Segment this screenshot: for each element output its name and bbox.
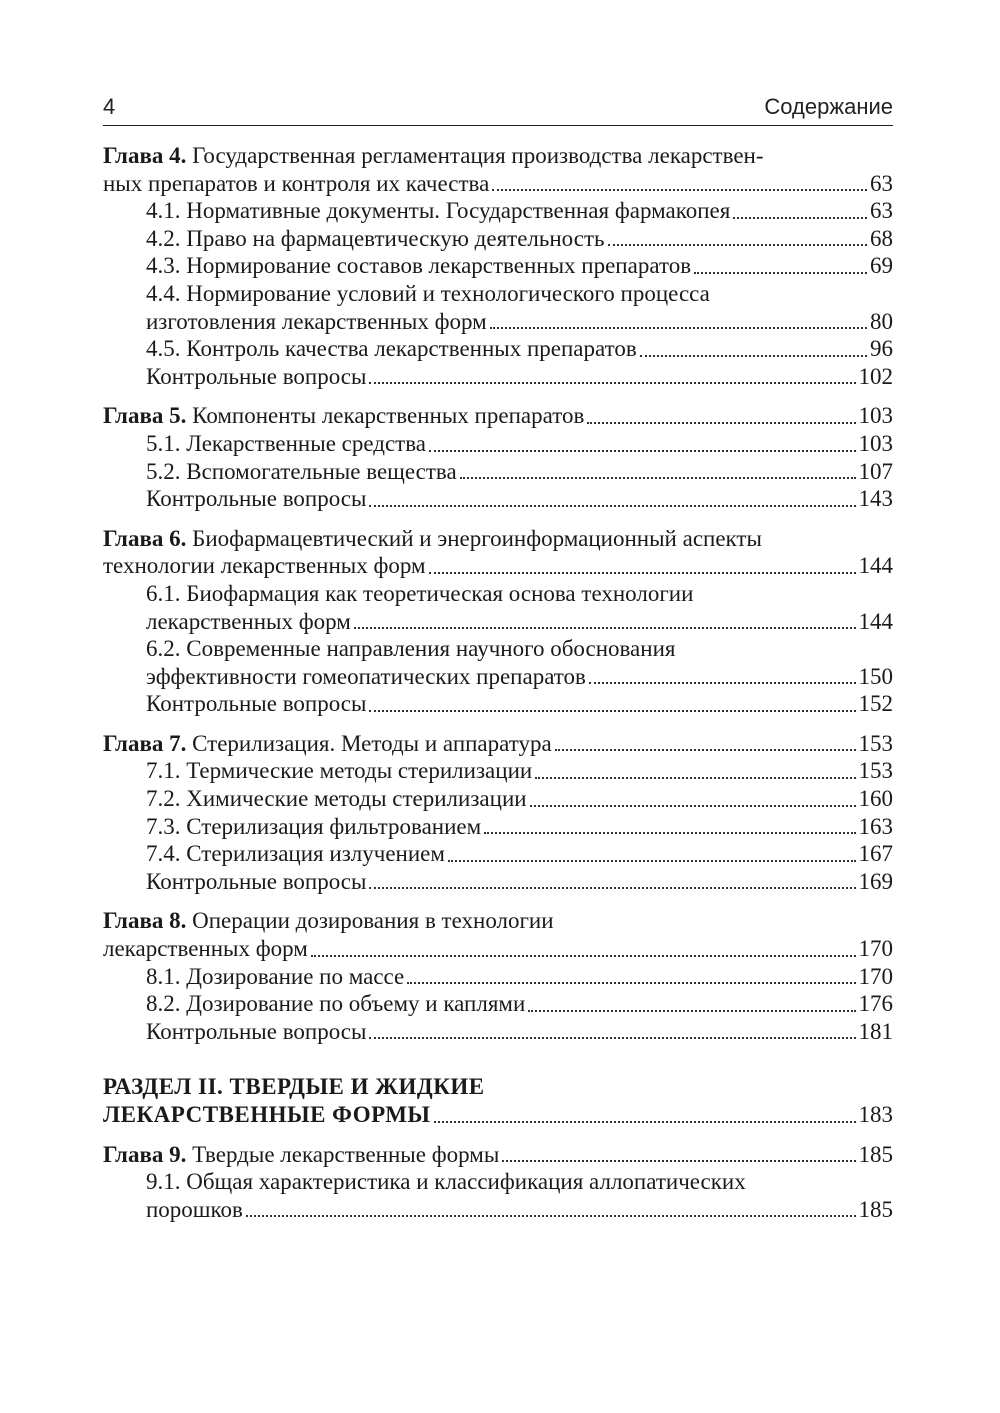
dot-leader <box>484 832 855 834</box>
toc-entry[interactable] <box>103 552 893 580</box>
chapter-label: Глава 8. <box>103 908 187 934</box>
dot-leader <box>369 1037 855 1039</box>
chapter-heading <box>103 730 552 758</box>
page-ref: 160 <box>858 786 893 812</box>
section-2 <box>103 1073 893 1128</box>
dot-leader <box>246 1215 856 1217</box>
page-ref: 69 <box>870 253 893 279</box>
page-ref: 167 <box>858 841 893 867</box>
toc-entry[interactable] <box>103 730 893 758</box>
toc-entry[interactable] <box>103 757 893 785</box>
dot-leader <box>608 244 867 246</box>
toc-entry[interactable] <box>103 430 893 458</box>
chapter-title: Стерилизация. Методы и аппаратура <box>192 730 552 756</box>
section-title-line1: РАЗДЕЛ II. ТВЕРДЫЕ И ЖИДКИЕ <box>103 1074 485 1100</box>
entry-title: Контрольные вопросы <box>146 868 367 894</box>
dot-leader <box>369 505 855 507</box>
dot-leader <box>369 710 855 712</box>
toc-entry[interactable] <box>103 840 893 868</box>
chapter-heading-line <box>103 525 893 553</box>
chapter-heading-line <box>103 907 893 935</box>
entry-title-line1: 9.1. Общая характеристика и классификация аллопатических <box>146 1169 746 1195</box>
dot-leader <box>733 217 867 219</box>
toc-entry-multiline[interactable] <box>103 580 893 635</box>
toc-entry[interactable] <box>103 485 893 513</box>
toc-entry[interactable] <box>103 1101 893 1129</box>
page-ref: 176 <box>858 991 893 1017</box>
chapter-title-line1: Биофармацевтический и энергоинформационный аспекты <box>192 525 762 551</box>
chapter-label: Глава 9. <box>103 1141 187 1167</box>
page-ref: 163 <box>858 813 893 839</box>
chapter-label: Глава 5. <box>103 403 187 429</box>
toc-entry[interactable] <box>103 690 893 718</box>
page-ref: 185 <box>858 1141 893 1167</box>
dot-leader <box>429 572 856 574</box>
page-ref: 144 <box>858 553 893 579</box>
page-ref: 153 <box>858 758 893 784</box>
dot-leader <box>448 860 856 862</box>
dot-leader <box>434 1121 856 1123</box>
entry-title: 7.4. Стерилизация излучением <box>146 841 445 867</box>
dot-leader <box>694 272 867 274</box>
entry-title-line1: 4.4. Нормирование условий и технологического процесса <box>146 280 710 306</box>
entry-continuation <box>146 308 893 336</box>
chapter-heading-line <box>103 142 893 170</box>
toc-entry[interactable] <box>103 935 893 963</box>
chapter-title: Твердые лекарственные формы <box>192 1141 500 1167</box>
entry-title: 5.2. Вспомогательные вещества <box>146 458 457 484</box>
page-ref: 80 <box>870 308 893 334</box>
dot-leader <box>530 805 856 807</box>
toc-entry[interactable] <box>103 335 893 363</box>
toc-entry[interactable] <box>103 963 893 991</box>
chapter-heading <box>103 402 584 430</box>
entry-title: 8.2. Дозирование по объему и каплями <box>146 991 526 1017</box>
page-ref: 63 <box>870 198 893 224</box>
entry-title: 7.1. Термические методы стерилизации <box>146 758 533 784</box>
dot-leader <box>640 355 867 357</box>
entry-title: Контрольные вопросы <box>146 1018 367 1044</box>
toc-entry[interactable] <box>103 363 893 391</box>
entry-title: 4.2. Право на фармацевтическую деятельность <box>146 225 605 251</box>
entry-title-line1: 6.2. Современные направления научного обоснования <box>146 636 676 662</box>
dot-leader <box>490 327 867 329</box>
toc-entry[interactable] <box>103 458 893 486</box>
chapter-6 <box>103 525 893 718</box>
chapter-label: Глава 4. <box>103 143 187 168</box>
chapter-title: Компоненты лекарственных препаратов <box>192 403 585 429</box>
dot-leader <box>460 477 856 479</box>
page-ref: 170 <box>858 936 893 962</box>
page-ref: 153 <box>858 730 893 756</box>
toc-entry[interactable] <box>103 1018 893 1046</box>
dot-leader <box>407 982 855 984</box>
entry-title: 4.5. Контроль качества лекарственных препаратов <box>146 336 637 362</box>
section-title-line2: ЛЕКАРСТВЕННЫЕ ФОРМЫ <box>103 1102 431 1127</box>
page-ref: 152 <box>858 691 893 717</box>
chapter-4 <box>103 142 893 390</box>
chapter-title-line2: лекарственных форм <box>103 936 308 962</box>
toc-entry[interactable] <box>103 990 893 1018</box>
chapter-title-line2: технологии лекарственных форм <box>103 553 426 579</box>
dot-leader <box>429 450 856 452</box>
toc-entry[interactable] <box>103 197 893 225</box>
dot-leader <box>369 382 855 384</box>
page-number: 4 <box>103 94 116 119</box>
chapter-7 <box>103 730 893 896</box>
chapter-title-line1: Операции дозирования в технологии <box>192 908 554 934</box>
chapter-title-line1: Государственная регламентация производства лекарствен- <box>192 143 764 168</box>
chapter-8 <box>103 907 893 1045</box>
entry-continuation <box>146 1196 893 1224</box>
entry-title: Контрольные вопросы <box>146 486 367 512</box>
toc-entry[interactable] <box>103 402 893 430</box>
toc-entry[interactable] <box>103 225 893 253</box>
chapter-title-line2: ных препаратов и контроля их качества <box>103 170 490 196</box>
entry-title: 4.3. Нормирование составов лекарственных препаратов <box>146 253 692 279</box>
entry-title: порошков <box>146 1196 243 1222</box>
page-ref: 143 <box>858 486 893 512</box>
toc-entry[interactable] <box>103 252 893 280</box>
page-ref: 103 <box>858 430 893 456</box>
entry-title: 5.1. Лекарственные средства <box>146 430 426 456</box>
dot-leader <box>587 422 855 424</box>
entry-title: лекарственных форм <box>146 608 351 634</box>
dot-leader <box>535 777 855 779</box>
toc-entry[interactable] <box>103 813 893 841</box>
page-ref: 150 <box>858 663 893 689</box>
page-ref: 107 <box>858 458 893 484</box>
page-ref: 181 <box>858 1018 893 1044</box>
chapter-label: Глава 7. <box>103 730 187 756</box>
header-rule <box>103 125 893 126</box>
entry-continuation <box>146 663 893 691</box>
entry-title: 4.1. Нормативные документы. Государственная фармакопея <box>146 198 731 224</box>
page-ref: 96 <box>870 336 893 362</box>
entry-title: 7.3. Стерилизация фильтрованием <box>146 813 482 839</box>
page-ref: 185 <box>858 1196 893 1222</box>
entry-title: Контрольные вопросы <box>146 691 367 717</box>
entry-title: 7.2. Химические методы стерилизации <box>146 786 527 812</box>
toc-entry[interactable] <box>103 1141 893 1169</box>
dot-leader <box>502 1160 855 1162</box>
toc-entry[interactable] <box>103 170 893 198</box>
entry-title: эффективности гомеопатических препаратов <box>146 663 586 689</box>
table-of-contents <box>103 142 893 1235</box>
dot-leader <box>555 749 856 751</box>
entry-continuation <box>146 608 893 636</box>
page-ref: 102 <box>858 363 893 389</box>
entry-title: 8.1. Дозирование по массе <box>146 963 405 989</box>
page-ref: 103 <box>858 403 893 429</box>
page-ref: 68 <box>870 225 893 251</box>
page-ref: 183 <box>858 1102 893 1127</box>
page-ref: 63 <box>870 170 893 196</box>
page-ref: 144 <box>858 608 893 634</box>
page-ref: 169 <box>858 868 893 894</box>
toc-entry-multiline[interactable] <box>103 635 893 690</box>
running-head: Содержание <box>764 94 893 119</box>
entry-title-line1: 6.1. Биофармация как теоретическая основа технологии <box>146 580 694 606</box>
chapter-heading <box>103 1141 499 1169</box>
toc-entry[interactable] <box>103 868 893 896</box>
entry-title: изготовления лекарственных форм <box>146 308 487 334</box>
toc-entry[interactable] <box>103 785 893 813</box>
dot-leader <box>369 887 855 889</box>
toc-entry-multiline[interactable] <box>103 280 893 335</box>
entry-title: Контрольные вопросы <box>146 363 367 389</box>
dot-leader <box>311 955 856 957</box>
dot-leader <box>528 1010 855 1012</box>
dot-leader <box>354 627 856 629</box>
page-ref: 170 <box>858 963 893 989</box>
dot-leader <box>492 189 867 191</box>
chapter-5 <box>103 402 893 512</box>
dot-leader <box>589 682 856 684</box>
toc-entry-multiline[interactable] <box>103 1168 893 1223</box>
chapter-label: Глава 6. <box>103 525 187 551</box>
chapter-9 <box>103 1141 893 1224</box>
